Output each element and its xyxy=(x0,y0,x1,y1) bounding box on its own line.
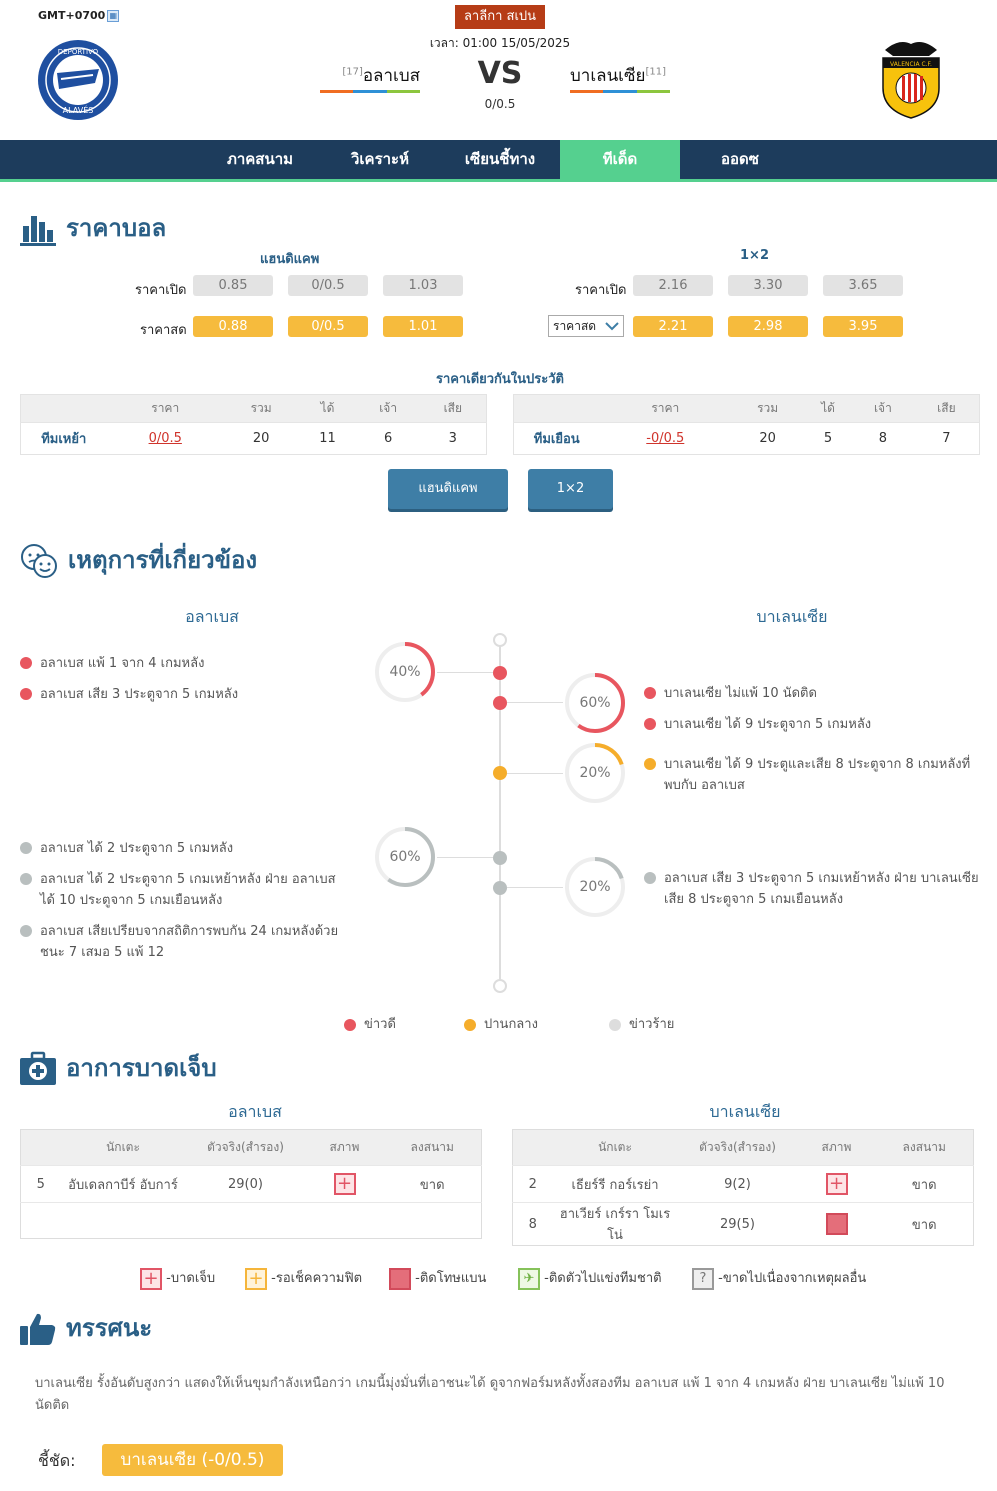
bad-dot-icon xyxy=(20,842,32,854)
event-text: อลาเบส ได้ 2 ประตูจาก 5 เกมหลัง xyxy=(40,841,234,856)
col-status: สภาพ xyxy=(306,1130,384,1166)
cell-draw: 6 xyxy=(357,423,420,455)
nav-tab-expert[interactable]: เซียนชี้ทาง xyxy=(464,150,536,168)
legend-national xyxy=(518,1267,662,1290)
status-cell xyxy=(798,1166,876,1203)
svg-text:VALENCIA C.F.: VALENCIA C.F. xyxy=(890,61,932,68)
event-item xyxy=(40,869,350,911)
handicap-open-label: ราคาเปิด xyxy=(135,283,187,298)
history-table-home xyxy=(20,394,487,455)
ring-away-good xyxy=(564,672,626,734)
legend-label: -บาดเจ็บ xyxy=(166,1271,216,1286)
legend-label: ปานกลาง xyxy=(484,1017,538,1032)
odds-section-title xyxy=(20,208,166,247)
history-table-away xyxy=(513,394,980,455)
player-number: 8 xyxy=(513,1203,553,1246)
table-row xyxy=(21,1166,482,1203)
player-play: ขาด xyxy=(876,1166,974,1203)
event-item xyxy=(664,683,979,704)
injuries-table-home xyxy=(20,1129,482,1239)
away-rank: [11] xyxy=(645,66,667,78)
col-draw: เจ้า xyxy=(852,395,914,423)
player-number: 5 xyxy=(21,1166,61,1203)
ring-away-neutral xyxy=(564,742,626,804)
player-play: ขาด xyxy=(876,1203,974,1246)
timeline-line xyxy=(499,641,501,986)
connector-line xyxy=(507,773,563,774)
euro-open-draw: 3.30 xyxy=(728,275,808,296)
ring-home-good xyxy=(374,641,436,703)
event-item xyxy=(664,868,979,910)
timeline-start xyxy=(493,633,507,647)
ring-label: 20% xyxy=(579,879,611,895)
cell-total: 20 xyxy=(224,423,298,455)
ring-label: 60% xyxy=(389,849,421,865)
euro-open-home: 2.16 xyxy=(633,275,713,296)
match-header xyxy=(0,0,997,140)
handicap-live-label: ราคาสด xyxy=(140,323,187,338)
legend-injured xyxy=(140,1267,215,1290)
handicap-button[interactable]: แฮนดิแคพ xyxy=(388,469,508,509)
legend-label: -ขาดไปเนื่องจากเหตุผลอื่น xyxy=(718,1271,867,1286)
injuries-section-title xyxy=(20,1048,217,1087)
neutral-dot-icon xyxy=(464,1019,476,1031)
timeline-dot-good xyxy=(493,696,507,710)
col-apps: ตัวจริง(สำรอง) xyxy=(678,1130,798,1166)
col-lose: เสีย xyxy=(420,395,487,423)
bad-dot-icon xyxy=(20,925,32,937)
euro-live-draw: 2.98 xyxy=(728,316,808,337)
league-badge[interactable]: ลาลีกา สเปน xyxy=(455,5,545,29)
opinion-text: บาเลนเซีย รั้งอันดับสูงกว่า แสดงให้เห็นขุมกำลังเหนือกว่า เกมนี้มุ่งมั่นที่เอาชนะได้ ดูจากฟอร์มหลังทั้งสองทีม อลาเบส แพ้ 1 จาก 4 เกมหลัง ฝ่าย บาเลนเซีย ไม่แพ้ 10 นัดติด xyxy=(35,1376,945,1413)
player-apps: 29(0) xyxy=(186,1166,306,1203)
event-item xyxy=(40,684,350,705)
home-color-bar xyxy=(320,90,420,93)
handicap-line: 0/0.5 xyxy=(484,97,516,111)
ring-label: 20% xyxy=(579,765,611,781)
good-dot-icon xyxy=(644,718,656,730)
player-play: ขาด xyxy=(384,1166,482,1203)
injuries-title-text: อาการบาดเจ็บ xyxy=(66,1054,217,1082)
row-label: ทีมเหย้า xyxy=(21,423,107,455)
good-dot-icon xyxy=(20,657,32,669)
faces-icon xyxy=(20,543,58,579)
connector-line xyxy=(437,672,493,673)
injuries-away-team: บาเลนเซีย xyxy=(709,1102,781,1121)
pick-badge[interactable]: บาเลนเซีย (-0/0.5) xyxy=(102,1444,283,1476)
connector-line xyxy=(507,702,563,703)
event-item xyxy=(664,714,979,735)
player-apps: 29(5) xyxy=(678,1203,798,1246)
home-name-label: อลาเบส xyxy=(362,66,420,86)
player-number: 2 xyxy=(513,1166,553,1203)
event-text: อลาเบส เสีย 3 ประตูจาก 5 เกมเหย้าหลัง ฝ่าย บาเลนเซีย เสีย 8 ประตูจาก 5 เกมเยือนหลัง xyxy=(664,871,979,907)
cell-win: 5 xyxy=(804,423,852,455)
col-win: ได้ xyxy=(804,395,852,423)
handicap-live-line: 0/0.5 xyxy=(288,316,368,337)
handicap-live-away: 1.01 xyxy=(383,316,463,337)
events-home-team: อลาเบส xyxy=(185,607,239,626)
event-text: บาเลนเซีย ได้ 9 ประตูและเสีย 8 ประตูจาก 8 เกมหลังที่พบกับ อลาเบส xyxy=(664,757,971,793)
main-nav xyxy=(0,140,997,182)
legend-label: ข่าวร้าย xyxy=(629,1017,675,1032)
player-apps: 9(2) xyxy=(678,1166,798,1203)
event-item xyxy=(664,754,979,796)
away-name-label: บาเลนเซีย xyxy=(570,66,646,86)
legend-other xyxy=(692,1267,866,1290)
col-player: นักเตะ xyxy=(61,1130,186,1166)
event-text: อลาเบส แพ้ 1 จาก 4 เกมหลัง xyxy=(40,656,205,671)
timeline-dot-bad xyxy=(493,881,507,895)
match-time: เวลา: 01:00 15/05/2025 xyxy=(429,36,571,50)
legend-bad xyxy=(609,1013,674,1034)
col-player: นักเตะ xyxy=(553,1130,678,1166)
col-price: ราคา xyxy=(600,395,732,423)
col-win: ได้ xyxy=(298,395,356,423)
neutral-dot-icon xyxy=(644,758,656,770)
odds-title-text: ราคาบอล xyxy=(66,214,167,242)
event-text: บาเลนเซีย ไม่แพ้ 10 นัดติด xyxy=(664,686,817,701)
euro-button[interactable]: 1×2 xyxy=(528,469,613,509)
thumbs-up-icon xyxy=(20,1311,56,1347)
pick-label: ชี้ชัด: xyxy=(38,1451,76,1470)
away-team-name[interactable] xyxy=(570,62,680,89)
opinion-section-title xyxy=(20,1308,152,1347)
nav-tab-analysis[interactable]: วิเคราะห์ xyxy=(350,150,409,168)
timezone-label: GMT+0700 xyxy=(38,9,106,22)
away-team-logo xyxy=(879,38,943,120)
handicap-live-home: 0.88 xyxy=(193,316,273,337)
table-row xyxy=(21,423,487,455)
legend-good xyxy=(344,1013,396,1034)
col-play: ลงสนาม xyxy=(876,1130,974,1166)
bad-dot-icon xyxy=(609,1019,621,1031)
injuries-table-away xyxy=(512,1129,974,1246)
legend-label: -รอเช็คความฟิต xyxy=(271,1271,363,1286)
injured-icon: + xyxy=(826,1173,848,1195)
suspended-icon xyxy=(826,1213,848,1235)
euro-live-home: 2.21 xyxy=(633,316,713,337)
injured-icon: + xyxy=(140,1268,162,1290)
airplane-icon: ✈ xyxy=(518,1268,540,1290)
event-text: อลาเบส เสีย 3 ประตูจาก 5 เกมหลัง xyxy=(40,687,239,702)
table-row xyxy=(514,423,980,455)
col-play: ลงสนาม xyxy=(384,1130,482,1166)
ring-away-bad xyxy=(564,856,626,918)
timezone[interactable] xyxy=(38,9,119,22)
suspended-icon xyxy=(389,1268,411,1290)
handicap-open-away: 1.03 xyxy=(383,275,463,296)
good-dot-icon xyxy=(644,687,656,699)
legend-neutral xyxy=(464,1013,538,1034)
connector-line xyxy=(437,857,493,858)
col-total: รวม xyxy=(731,395,804,423)
injuries-home-team: อลาเบส xyxy=(228,1102,282,1121)
svg-text:ALAVÉS: ALAVÉS xyxy=(62,106,94,115)
col-price: ราคา xyxy=(107,395,224,423)
ring-label: 40% xyxy=(389,664,421,680)
timeline-dot-good xyxy=(493,666,507,680)
col-status: สภาพ xyxy=(798,1130,876,1166)
col-total: รวม xyxy=(224,395,298,423)
events-section-title xyxy=(20,540,257,579)
event-item xyxy=(40,921,350,963)
svg-text:DEPORTIVO: DEPORTIVO xyxy=(57,48,99,56)
ring-home-bad xyxy=(374,826,436,888)
table-row xyxy=(513,1203,974,1246)
home-rank: [17] xyxy=(342,66,363,78)
bad-dot-icon xyxy=(20,873,32,885)
status-cell xyxy=(306,1166,384,1203)
status-cell xyxy=(798,1203,876,1246)
opinion-title-text: ทรรศนะ xyxy=(66,1314,153,1342)
history-title: ราคาเดียวกันในประวัติ xyxy=(435,372,565,387)
question-icon: ? xyxy=(692,1268,714,1290)
player-name[interactable]: เธียร์รี กอร์เรย่า xyxy=(553,1166,678,1203)
vs-label: VS xyxy=(477,56,523,91)
price-link[interactable]: -0/0.5 xyxy=(600,423,732,455)
odds-type-value: ราคาสด xyxy=(553,319,597,333)
euro-open-label: ราคาเปิด xyxy=(575,283,627,298)
bad-dot-icon xyxy=(644,872,656,884)
player-name[interactable]: อับเดลกาบีร์ อับการ์ xyxy=(61,1166,186,1203)
nav-tab-field[interactable]: ภาคสนาม xyxy=(226,150,294,168)
timeline-end xyxy=(493,979,507,993)
handicap-open-home: 0.85 xyxy=(193,275,273,296)
timeline-dot-neutral xyxy=(493,766,507,780)
home-team-name[interactable] xyxy=(320,62,420,89)
price-link[interactable]: 0/0.5 xyxy=(107,423,224,455)
col-lose: เสีย xyxy=(914,395,980,423)
event-text: อลาเบส ได้ 2 ประตูจาก 5 เกมเหย้าหลัง ฝ่าย อลาเบส ได้ 10 ประตูจาก 5 เกมเยือนหลัง xyxy=(40,872,336,908)
medical-kit-icon xyxy=(20,1053,56,1085)
good-dot-icon xyxy=(20,688,32,700)
table-row xyxy=(513,1166,974,1203)
event-text: บาเลนเซีย ได้ 9 ประตูจาก 5 เกมหลัง xyxy=(664,717,872,732)
timeline-dot-bad xyxy=(493,851,507,865)
cell-lose: 3 xyxy=(420,423,487,455)
legend-label: -ติดโทษแบน xyxy=(415,1271,487,1286)
cell-win: 11 xyxy=(298,423,356,455)
away-color-bar xyxy=(570,90,670,93)
events-title-text: เหตุการที่เกี่ยวข้อง xyxy=(68,546,258,574)
chevron-down-icon xyxy=(604,320,620,332)
good-dot-icon xyxy=(344,1019,356,1031)
ring-label: 60% xyxy=(579,695,611,711)
nav-tab-odds[interactable]: ออดซ xyxy=(721,150,759,168)
nav-tab-tips[interactable]: ทีเด็ด xyxy=(560,140,680,179)
fitness-check-icon: + xyxy=(245,1268,267,1290)
cell-draw: 8 xyxy=(852,423,914,455)
row-label: ทีมเยือน xyxy=(514,423,600,455)
event-item xyxy=(40,838,350,859)
injured-icon: + xyxy=(334,1173,356,1195)
cell-lose: 7 xyxy=(914,423,980,455)
legend-suspended xyxy=(389,1267,486,1290)
legend-label: ข่าวดี xyxy=(364,1017,396,1032)
euro-open-away: 3.65 xyxy=(823,275,903,296)
col-draw: เจ้า xyxy=(357,395,420,423)
events-away-team: บาเลนเซีย xyxy=(756,607,828,626)
cell-total: 20 xyxy=(731,423,804,455)
col-apps: ตัวจริง(สำรอง) xyxy=(186,1130,306,1166)
connector-line xyxy=(507,887,563,888)
event-item xyxy=(40,653,350,674)
euro-title: 1×2 xyxy=(740,248,769,263)
euro-live-away: 3.95 xyxy=(823,316,903,337)
player-name[interactable]: ฮาเวียร์ เกร์รา โมเรโน่ xyxy=(553,1203,678,1246)
odds-type-select[interactable] xyxy=(548,315,624,337)
handicap-open-line: 0/0.5 xyxy=(288,275,368,296)
home-team-logo xyxy=(37,39,119,121)
legend-fitness xyxy=(245,1267,362,1290)
legend-label: -ติดตัวไปแข่งทีมชาติ xyxy=(544,1271,662,1286)
event-text: อลาเบส เสียเปรียบจากสถิติการพบกัน 24 เกมหลังด้วย ชนะ 7 เสมอ 5 แพ้ 12 xyxy=(40,924,339,960)
bar-chart-icon xyxy=(20,212,56,246)
handicap-title: แฮนดิแคพ xyxy=(260,252,320,267)
table-row-empty xyxy=(21,1203,482,1239)
calendar-icon[interactable]: ▦ xyxy=(107,10,119,22)
